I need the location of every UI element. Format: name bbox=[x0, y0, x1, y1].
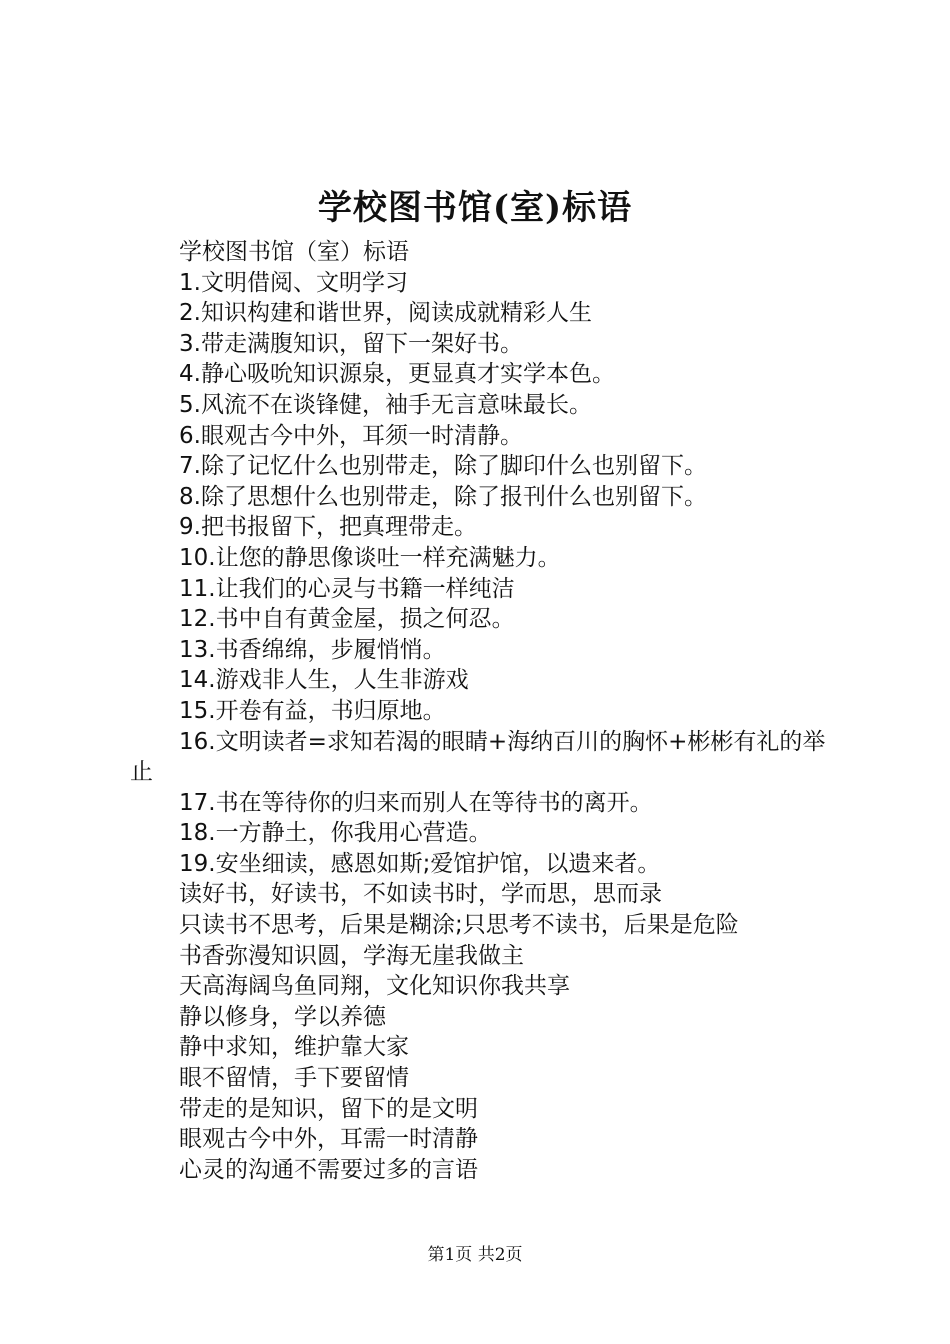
slogan-line: 书香弥漫知识圆，学海无崖我做主 bbox=[179, 942, 524, 969]
slogan-line: 2.知识构建和谐世界，阅读成就精彩人生 bbox=[179, 300, 592, 327]
slogan-line: 17.书在等待你的归来而别人在等待书的离开。 bbox=[179, 789, 653, 816]
slogan-line: 静中求知，维护靠大家 bbox=[179, 1034, 409, 1061]
slogan-line: 11.让我们的心灵与书籍一样纯洁 bbox=[179, 575, 515, 602]
slogan-line: 6.眼观古今中外，耳须一时清静。 bbox=[179, 422, 523, 449]
slogan-line: 9.把书报留下，把真理带走。 bbox=[179, 514, 477, 541]
slogan-line: 4.静心吸吮知识源泉，更显真才实学本色。 bbox=[179, 361, 615, 388]
slogan-list bbox=[130, 237, 835, 1185]
slogan-line: 13.书香绵绵，步履悄悄。 bbox=[179, 636, 446, 663]
slogan-line: 8.除了思想什么也别带走，除了报刊什么也别留下。 bbox=[179, 483, 707, 510]
slogan-line: 10.让您的静思像谈吐一样充满魅力。 bbox=[179, 544, 561, 571]
slogan-line: 带走的是知识，留下的是文明 bbox=[179, 1095, 478, 1122]
slogan-line: 只读书不思考，后果是糊涂;只思考不读书，后果是危险 bbox=[179, 912, 739, 939]
slogan-line: 静以修身，学以养德 bbox=[179, 1003, 386, 1030]
slogan-line: 天高海阔鸟鱼同翔，文化知识你我共享 bbox=[179, 973, 570, 1000]
document-title: 学校图书馆(室)标语 bbox=[317, 188, 633, 228]
slogan-line: 7.除了记忆什么也别带走，除了脚印什么也别留下。 bbox=[179, 453, 707, 480]
slogan-line: 19.安坐细读，感恩如斯;爱馆护馆，以遗来者。 bbox=[179, 850, 661, 877]
slogan-line: 眼不留情，手下要留情 bbox=[179, 1065, 409, 1092]
slogan-line: 读好书，好读书，不如读书时，学而思，思而录 bbox=[179, 881, 662, 908]
slogan-line: 心灵的沟通不需要过多的言语 bbox=[179, 1156, 478, 1183]
slogan-line: 15.开卷有益，书归原地。 bbox=[179, 697, 446, 724]
slogan-line: 5.风流不在谈锋健，袖手无言意味最长。 bbox=[179, 391, 592, 418]
slogan-line: 3.带走满腹知识，留下一架好书。 bbox=[179, 330, 523, 357]
slogan-line: 眼观古今中外，耳需一时清静 bbox=[179, 1126, 478, 1153]
slogan-line: 18.一方静土，你我用心营造。 bbox=[179, 820, 492, 847]
slogan-line: 14.游戏非人生，人生非游戏 bbox=[179, 667, 469, 694]
slogan-line: 1.文明借阅、文明学习 bbox=[179, 269, 408, 296]
page-footer: 第1页 共2页 bbox=[427, 1245, 523, 1265]
slogan-line: 16.文明读者=求知若渴的眼睛+海纳百川的胸怀+彬彬有礼的举止 bbox=[130, 728, 826, 786]
slogan-line: 12.书中自有黄金屋，损之何忍。 bbox=[179, 606, 515, 633]
slogan-line: 学校图书馆（室）标语 bbox=[179, 239, 409, 265]
